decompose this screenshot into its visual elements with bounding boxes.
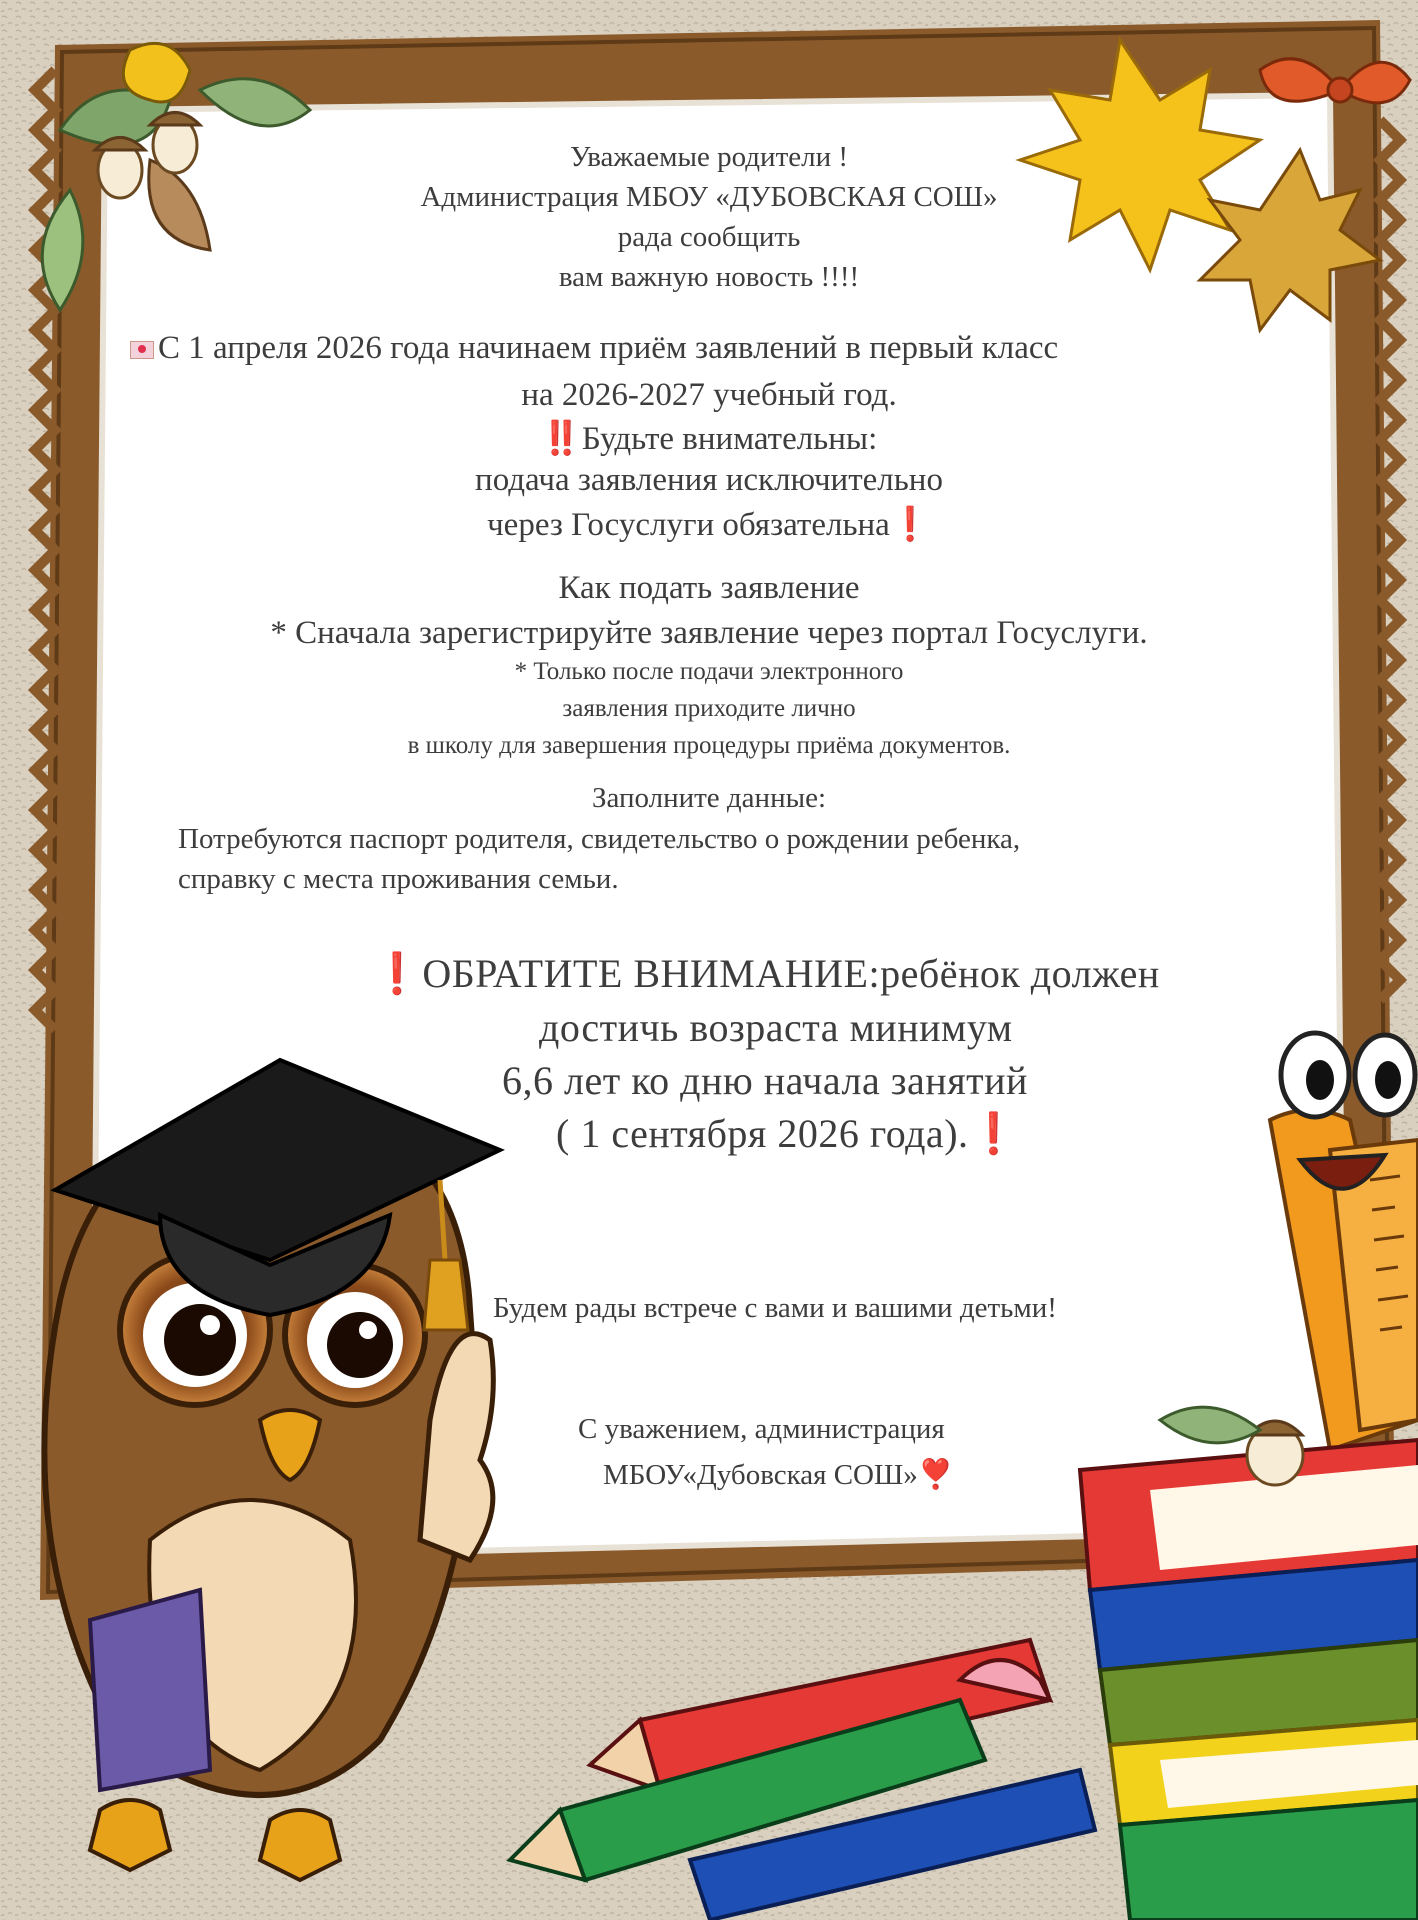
how-to-apply-title: Как подать заявление: [558, 570, 860, 606]
administration-line: Администрация МБОУ «ДУБОВСКАЯ СОШ»: [420, 181, 998, 213]
age-notice-text-4: ( 1 сентября 2026 года).: [556, 1111, 969, 1156]
exclamation-icon: ❗: [889, 507, 931, 543]
double-exclamation-icon: ‼️: [540, 421, 582, 457]
step-2-line-3: в школу для завершения процедуры приёма документов.: [407, 732, 1011, 759]
gosuslugi-text: через Госуслуги обязательна: [487, 507, 890, 543]
start-date-text: С 1 апреля 2026 года начинаем приём заявлений в первый класс: [158, 330, 1059, 366]
attention-text: Будьте внимательны:: [581, 421, 878, 457]
attention-line: [0, 419, 1418, 458]
regards-line: С уважением, администрация: [578, 1413, 945, 1445]
age-notice-line-1: [372, 950, 1160, 997]
age-notice-line-4: [556, 1110, 1019, 1157]
glad-line: рада сообщить: [617, 221, 801, 253]
step-2-line-1: * Только после подачи электронного: [514, 658, 904, 685]
exclamation-icon: ❗: [968, 1111, 1019, 1156]
books-illustration: [1080, 1407, 1418, 1920]
age-notice-line-3: 6,6 лет ко дню начала занятий: [502, 1058, 1028, 1103]
documents-line-1: Потребуются паспорт родителя, свидетельство о рождении ребенка,: [178, 823, 1021, 855]
news-line: вам важную новость !!!!: [558, 261, 860, 293]
school-signature: [603, 1458, 954, 1492]
step-1: * Сначала зарегистрируйте заявление через портал Госуслуги.: [270, 615, 1148, 651]
gosuslugi-line: [0, 505, 1418, 544]
welcome-line: Будем рады встрече с вами и вашими детьми!: [493, 1292, 1057, 1324]
exclusive-line: подача заявления исключительно: [475, 462, 943, 498]
step-2-line-2: заявления приходите лично: [562, 695, 856, 722]
envelope-heart-icon: [130, 341, 154, 359]
fill-data-title: Заполните данные:: [591, 782, 827, 814]
greeting: Уважаемые родители !: [569, 141, 849, 173]
age-notice-line-2: достичь возраста минимум: [539, 1005, 1013, 1050]
school-year-line: на 2026-2027 учебный год.: [521, 377, 897, 413]
exclamation-icon: ❗: [372, 951, 423, 996]
start-date-line: [130, 330, 1058, 367]
age-notice-text-1: ОБРАТИТЕ ВНИМАНИЕ:ребёнок должен: [422, 951, 1160, 996]
school-name: МБОУ«Дубовская СОШ»: [603, 1459, 918, 1491]
documents-line-2: справку с места проживания семьи.: [178, 863, 619, 895]
heart-exclamation-icon: ❣️: [917, 1459, 954, 1491]
